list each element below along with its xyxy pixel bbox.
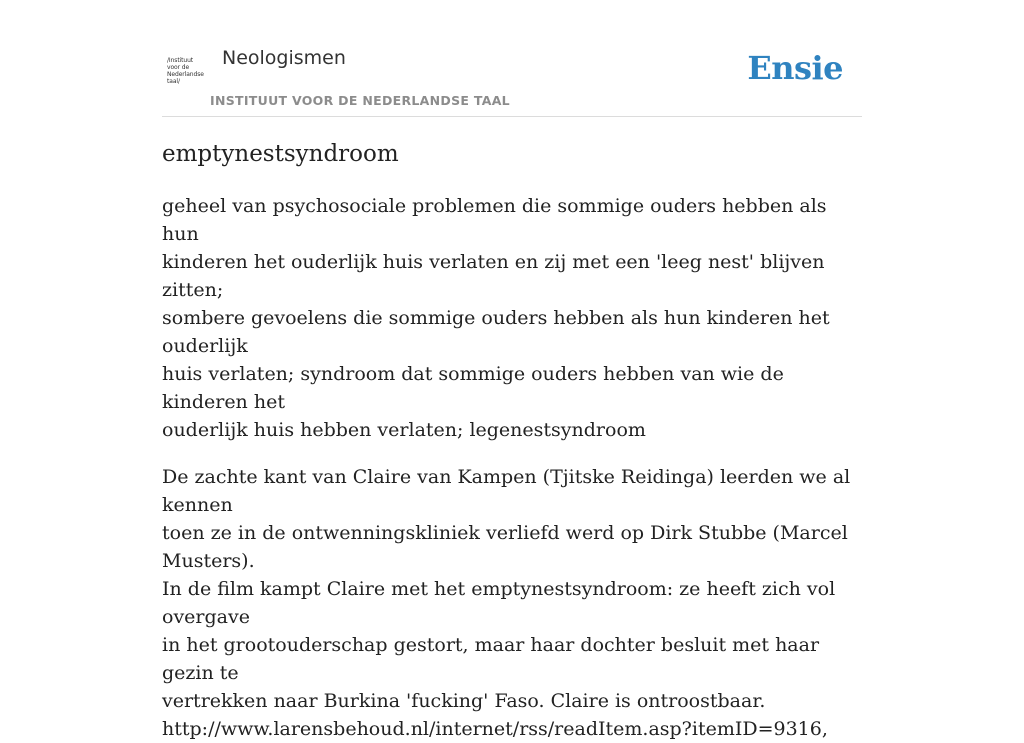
entry-example: De zachte kant van Claire van Kampen (Tjitske Reidinga) leerden we al kennen toen ze in de ontwenningskliniek verliefd werd op Dirk Stubbe (Marcel Musters). In de film kampt Claire met het emptynestsyndroom: ze heeft zich vol overgave in het grootouderschap gestort, maar haar dochter besluit met haar gezin te vertrekken naar Burkina 'fucking' Faso. Claire is ontroostbaar. http://www.larensbehoud.nl/internet/rss/readItem.asp?itemID=9316,: [162, 466, 851, 740]
logo-line: Nederlandse: [167, 71, 204, 78]
site-title-link[interactable]: Neologismen: [222, 47, 346, 69]
institute-logo[interactable]: [167, 57, 207, 89]
entry-definition: geheel van psychosociale problemen die sommige ouders hebben als hun kinderen het ouderlijk huis verlaten en zij met een 'leeg nest' blijven zitten; sombere gevoelens die sommige ouders hebben als hun kinderen het ouderlijk huis verlaten; syndroom dat sommige ouders hebben van wie de kinderen het ouderlijk huis hebben verlaten; legenestsyndroom: [162, 195, 830, 441]
entry-content: [162, 136, 862, 743]
site-header: [162, 0, 862, 117]
entry-term: emptynestsyndroom: [162, 141, 399, 167]
ensie-brand-link[interactable]: Ensie: [747, 49, 843, 87]
logo-line: voor de: [167, 64, 190, 71]
logo-line: taal/: [167, 78, 180, 85]
logo-line: /Instituut: [167, 57, 194, 64]
organization-name: INSTITUUT VOOR DE NEDERLANDSE TAAL: [210, 93, 510, 108]
